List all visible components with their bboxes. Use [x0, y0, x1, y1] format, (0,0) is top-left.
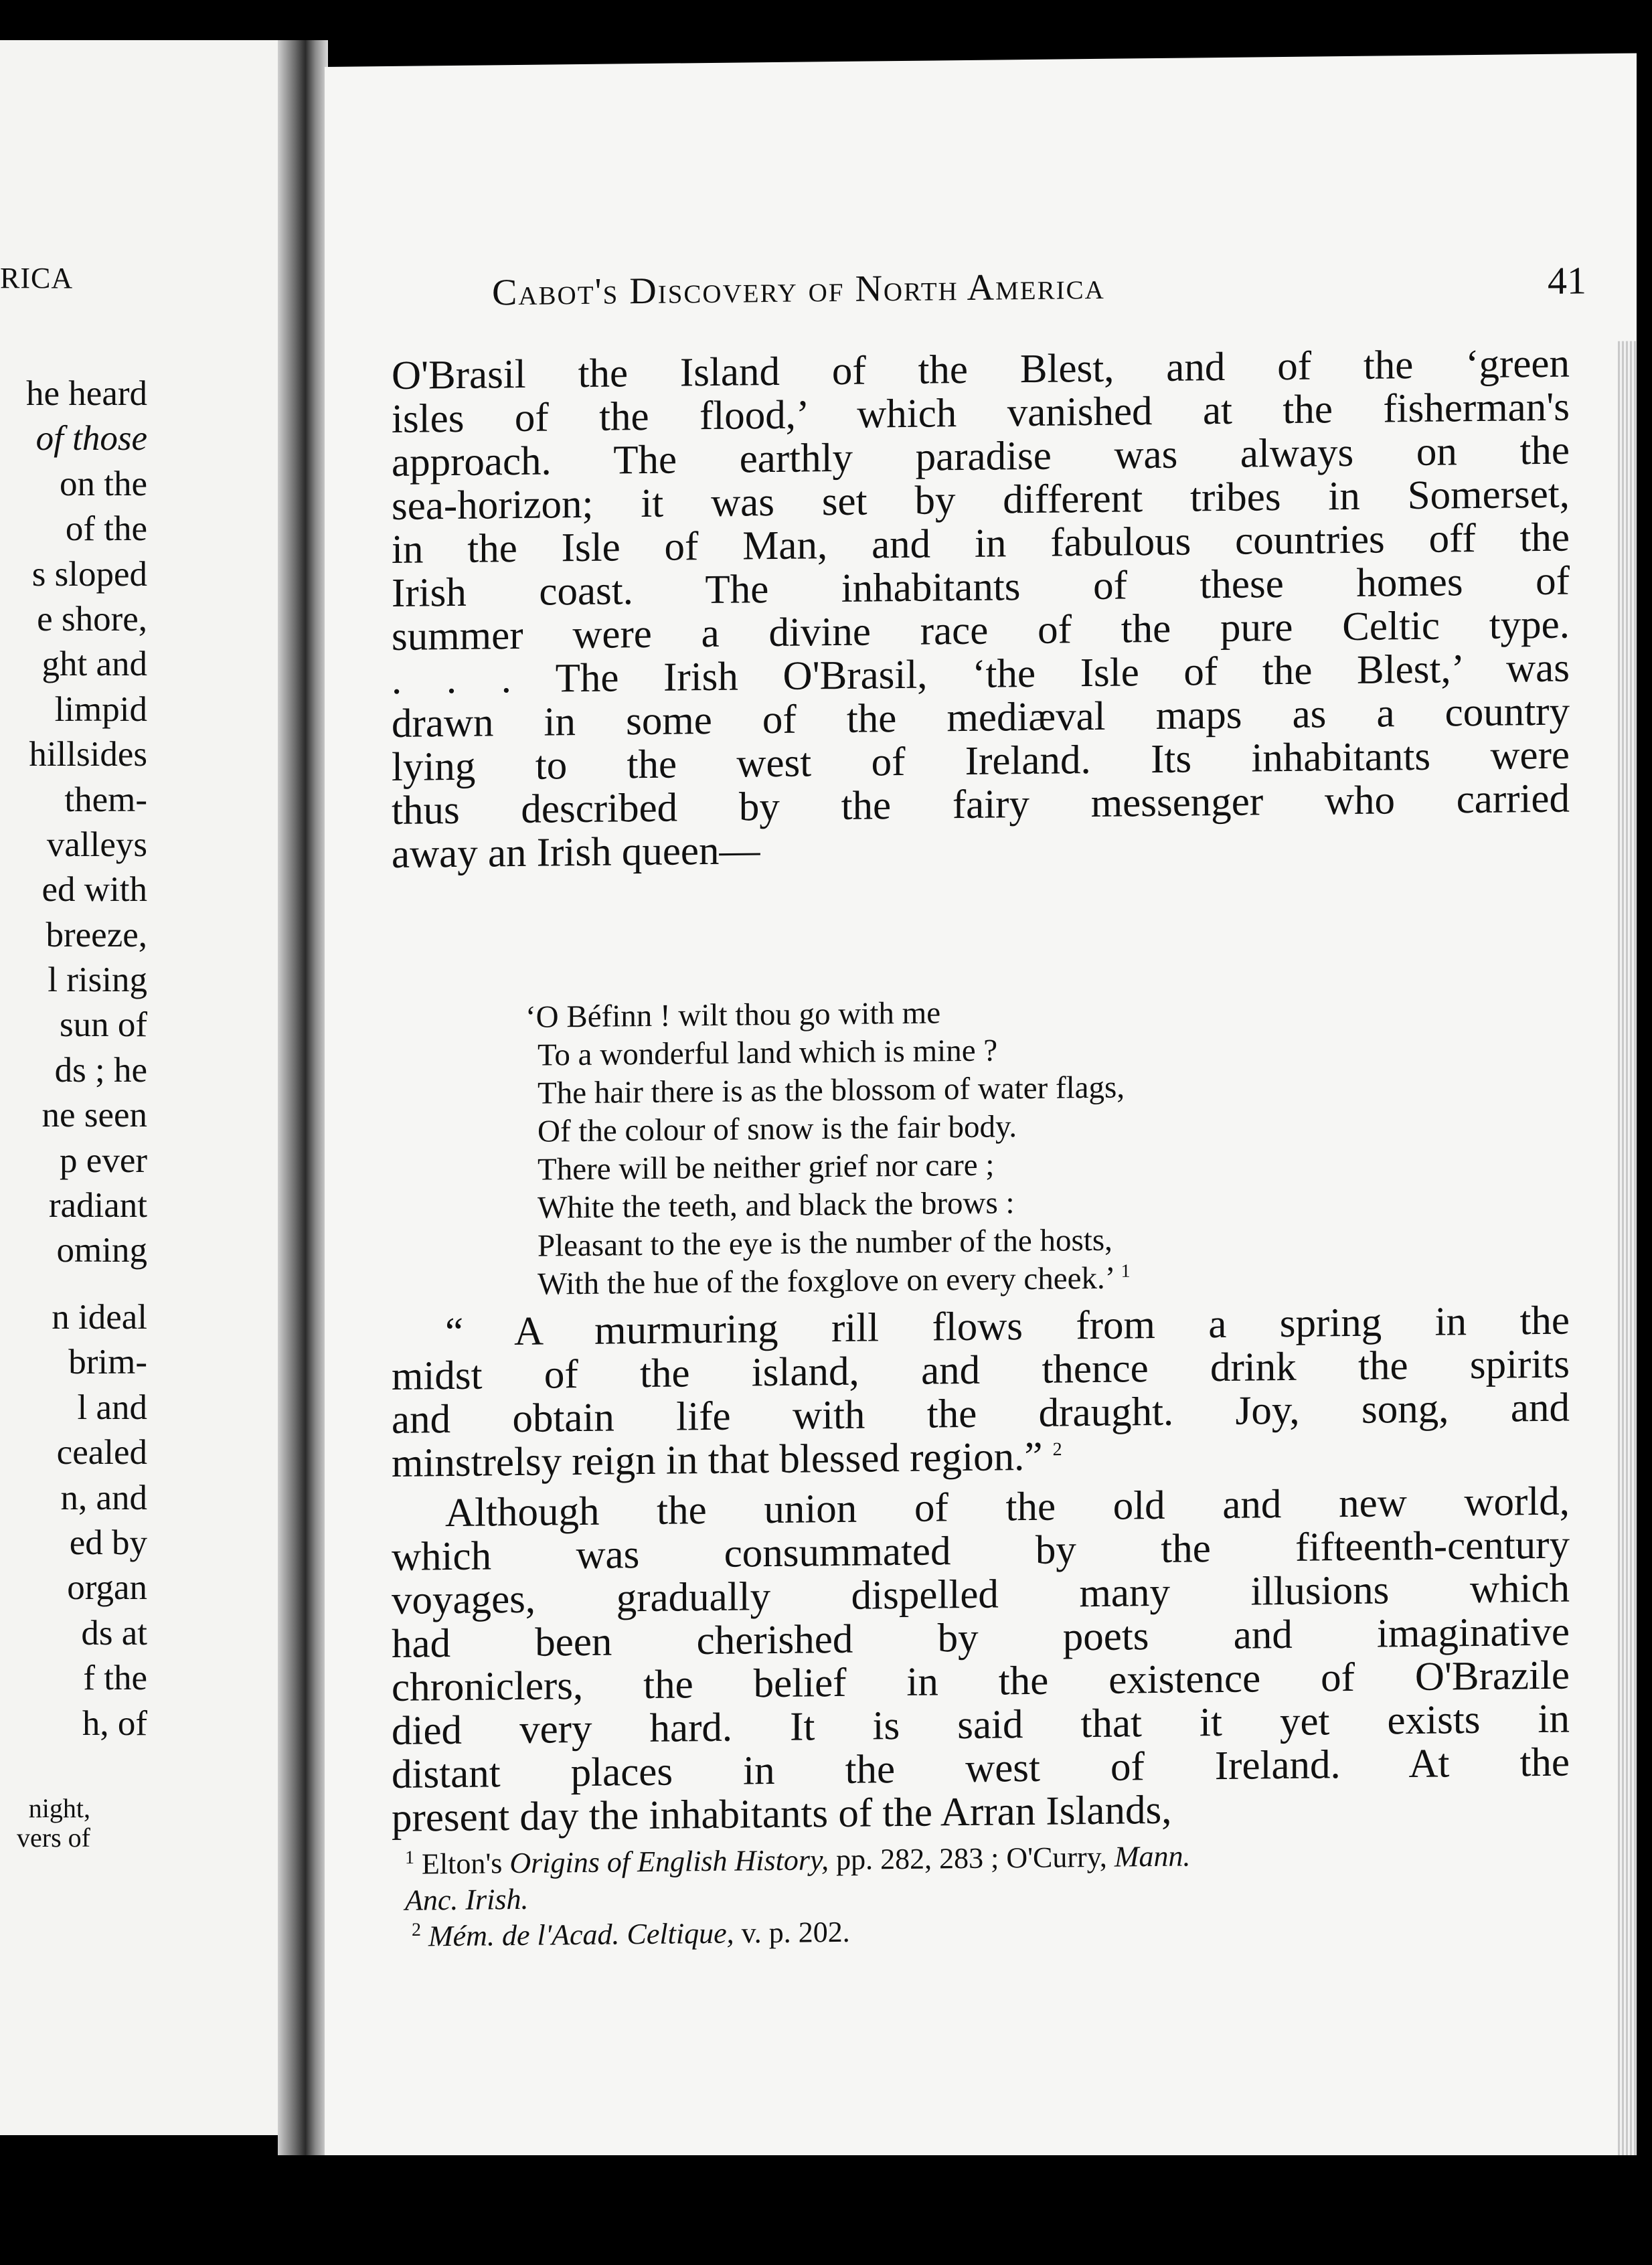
- note-marker: 1: [1121, 1260, 1131, 1282]
- text-line-content: away an Irish queen—: [392, 828, 760, 877]
- left-page-line: radiant: [48, 1186, 147, 1226]
- left-page-line: of the: [65, 509, 147, 549]
- left-page-line: ne seen: [42, 1096, 147, 1135]
- left-page-text-bottom: [0, 1295, 274, 1746]
- left-page-line: sun of: [59, 1005, 147, 1045]
- book-gutter: [278, 40, 328, 2169]
- text-line-content: isles of the flood,’ which vanished at the fisherman's: [392, 384, 1570, 442]
- poem-line-text: The hair there is as the blossom of water flags,: [538, 1070, 1125, 1111]
- page-edge: [1618, 341, 1637, 2181]
- left-page-text-top: [0, 371, 274, 1274]
- left-page-line: valleys: [46, 825, 147, 864]
- right-page: [325, 53, 1637, 2195]
- text-line-content: minstrelsy reign in that blessed region.”: [392, 1434, 1043, 1486]
- poem-line-text: There will be neither grief nor care ;: [538, 1147, 995, 1187]
- poem-befinn: [525, 991, 1235, 1304]
- text-line-content: distant places in the west of Ireland. At the: [392, 1740, 1570, 1797]
- left-page: [0, 40, 281, 2135]
- left-page-line: cealed: [56, 1433, 147, 1473]
- poem-line: [525, 1258, 1235, 1304]
- left-page-footnote-line: vers of: [17, 1823, 90, 1853]
- left-page-line: brim-: [68, 1343, 147, 1382]
- left-page-line: p ever: [60, 1141, 147, 1180]
- left-page-line: them-: [64, 780, 147, 819]
- left-page-line: limpid: [54, 689, 147, 729]
- left-page-line: hillsides: [29, 735, 147, 774]
- left-page-line: ed with: [42, 870, 147, 910]
- text-line-content: “ A murmuring rill flows from a spring in the: [445, 1298, 1570, 1355]
- left-page-line: e shore,: [37, 599, 147, 639]
- left-page-line: h, of: [82, 1703, 147, 1743]
- text-line-content: which was consummated by the fifteenth-century: [392, 1522, 1570, 1580]
- text-line-content: lying to the west of Ireland. Its inhabitants were: [392, 732, 1570, 790]
- text-line-content: chroniclers, the belief in the existence of O'Brazile: [392, 1653, 1570, 1710]
- poem-line-text: ‘O Béfinn ! wilt thou go with me: [525, 995, 941, 1035]
- text-line-content: Although the union of the old and new world,: [445, 1479, 1570, 1536]
- text-line-content: and obtain life with the draught. Joy, song, and: [392, 1385, 1570, 1442]
- text-line-content: thus described by the fairy messenger who carried: [392, 776, 1570, 833]
- left-page-line: f the: [83, 1659, 147, 1698]
- left-page-running-head: RICA: [0, 262, 74, 295]
- text-line-content: . . . The Irish O'Brasil, ‘the Isle of the Blest,’ was: [392, 645, 1570, 703]
- left-page-line: breeze,: [46, 915, 147, 954]
- text-line-content: Irish coast. The inhabitants of these homes of: [392, 558, 1570, 616]
- footnote-1-continued: Anc. Irish.: [405, 1882, 529, 1917]
- left-page-line: oming: [56, 1231, 147, 1270]
- footnote-1: $^1$ Elton's Origins of English History, pp. 282, 283 ; O'Curry, Mann.: [405, 1839, 1191, 1881]
- left-page-footnote: [0, 1794, 274, 1853]
- poem-line-text: Pleasant to the eye is the number of the hosts,: [538, 1222, 1112, 1264]
- text-line-content: in the Isle of Man, and in fabulous countries off the: [392, 515, 1570, 572]
- text-line-content: voyages, gradually dispelled many illusions which: [392, 1566, 1570, 1623]
- scan-border: [0, 2155, 1652, 2265]
- left-page-line: l and: [77, 1388, 147, 1427]
- poem-line-text: White the teeth, and black the brows :: [538, 1185, 1015, 1226]
- text-line-content: O'Brasil the Island of the Blest, and of the ‘green: [392, 341, 1570, 398]
- running-head-title: Cabot's Discovery of North America: [492, 265, 1105, 314]
- paragraph-obrasil: [392, 342, 1570, 876]
- left-page-line: he heard: [26, 374, 147, 413]
- paragraph-union-of-worlds: [392, 1480, 1570, 1840]
- running-head: [492, 258, 1586, 314]
- footnote-1-marker: 1: [405, 1847, 414, 1869]
- text-line-content: midst of the island, and thence drink the spirits: [392, 1341, 1570, 1399]
- footnotes: [405, 1834, 1583, 1954]
- left-page-line: s sloped: [31, 554, 147, 594]
- paragraph-murmuring-rill: [392, 1299, 1570, 1485]
- text-line-content: summer were a divine race of the pure Celtic type.: [392, 602, 1570, 659]
- poem-line-text: With the hue of the foxglove on every cheek.’: [538, 1260, 1113, 1302]
- left-page-line: on the: [60, 464, 147, 503]
- text-line-content: had been cherished by poets and imaginative: [392, 1609, 1570, 1667]
- text-line-content: present day the inhabitants of the Arran Islands,: [392, 1787, 1172, 1841]
- text-line-content: approach. The earthly paradise was always on the: [392, 428, 1570, 485]
- footnote-2: $^2$ Mém. de l'Acad. Celtique, v. p. 202.: [412, 1915, 850, 1953]
- left-page-line: ds ; he: [54, 1050, 147, 1090]
- text-line-content: drawn in some of the mediæval maps as a country: [392, 689, 1570, 746]
- page-number: 41: [1548, 258, 1586, 303]
- left-page-line: organ: [67, 1568, 147, 1608]
- left-page-line: of those: [35, 419, 147, 458]
- poem-line-text: To a wonderful land which is mine ?: [538, 1033, 998, 1073]
- text-line-content: sea-horizon; it was set by different tribes in Somerset,: [392, 471, 1570, 529]
- left-page-line: n, and: [60, 1478, 147, 1517]
- left-page-line: ght and: [42, 645, 147, 684]
- left-page-line: n ideal: [52, 1298, 147, 1337]
- text-line-content: died very hard. It is said that it yet exists in: [392, 1696, 1570, 1754]
- left-page-line: l rising: [48, 960, 147, 1000]
- left-page-footnote-line: night,: [28, 1793, 90, 1823]
- note-marker: 2: [1052, 1439, 1062, 1460]
- left-page-line: ds at: [81, 1613, 147, 1653]
- left-page-line: ed by: [69, 1523, 147, 1562]
- poem-line-text: Of the colour of snow is the fair body.: [538, 1109, 1017, 1149]
- footnote-2-marker: 2: [412, 1919, 421, 1940]
